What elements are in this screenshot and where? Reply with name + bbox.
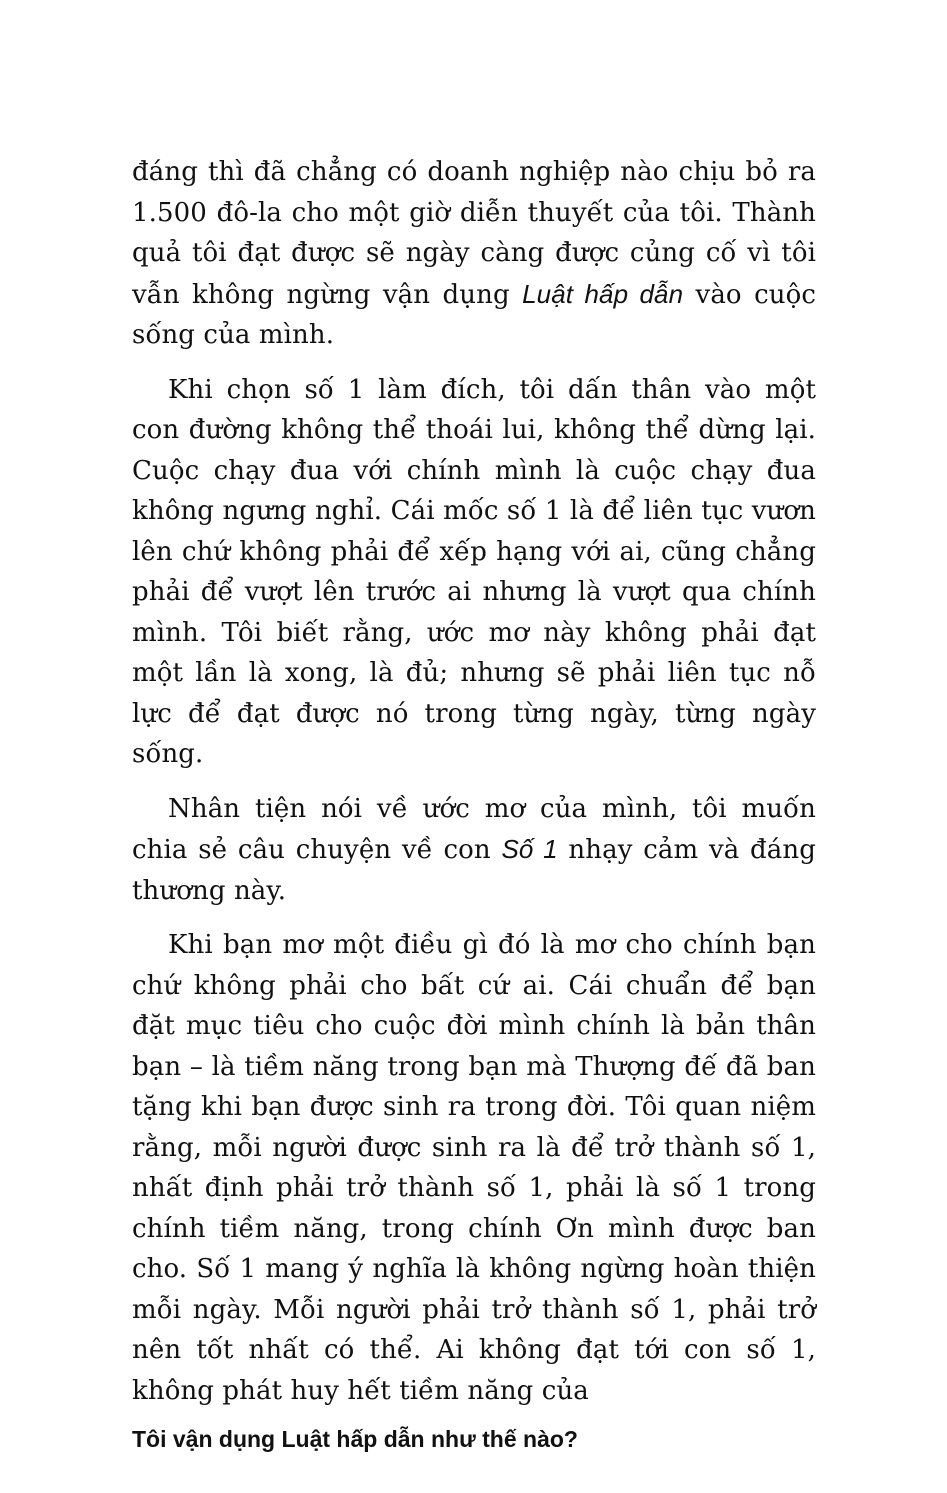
book-page (132, 152, 816, 1457)
paragraph-1 (132, 152, 816, 356)
emphasis-luat-hap-dan: Luật hấp dẫn (522, 278, 684, 309)
emphasis-so-1: Số 1 (501, 834, 558, 864)
paragraph-3 (132, 789, 816, 912)
paragraph-4: Khi bạn mơ một điều gì đó là mơ cho chính bạn chứ không phải cho bất cứ ai. Cái chuẩn để bạn đặt mục tiêu cho cuộc đời mình chính là bản thân bạn – là tiềm năng trong bạn mà Thượng đế đã ban tặng khi bạn được sinh ra trong đời. Tôi quan niệm rằng, mỗi người được sinh ra là để trở thành số 1, nhất định phải trở thành số 1, phải là số 1 trong chính tiềm năng, trong chính Ơn mình được ban cho. Số 1 mang ý nghĩa là không ngừng hoàn thiện mỗi ngày. Mỗi người phải trở thành số 1, phải trở nên tốt nhất có thể. Ai không đạt tới con số 1, không phát huy hết tiềm năng của (132, 930, 816, 1406)
paragraph-3-text-b: nhạy cảm và đáng thương này. (132, 835, 816, 906)
paragraph-1-text-b: vào cuộc sống của mình. (132, 279, 816, 350)
paragraph-3-text-a: Nhân tiện nói về ước mơ của mình, tôi muốn chia sẻ câu chuyện về con (132, 793, 816, 865)
paragraph-1-text-a: đáng thì đã chẳng có doanh nghiệp nào chịu bỏ ra 1.500 đô-la cho một giờ diễn thuyết của tôi. Thành quả tôi đạt được sẽ ngày càng được củng cố vì tôi vẫn không ngừng vận dụng (132, 157, 816, 310)
running-footer-title: Tôi vận dụng Luật hấp dẫn như thế nào? (132, 1426, 578, 1452)
paragraph-2: Khi chọn số 1 làm đích, tôi dấn thân vào một con đường không thể thoái lui, không thể dừng lại. Cuộc chạy đua với chính mình là cuộc chạy đua không ngưng nghỉ. Cái mốc số 1 là để liên tục vươn lên chứ không phải để xếp hạng với ai, cũng chẳng phải để vượt lên trước ai nhưng là vượt qua chính mình. Tôi biết rằng, ước mơ này không phải đạt một lần là xong, là đủ; nhưng sẽ phải liên tục nỗ lực để đạt được nó trong từng ngày, từng ngày sống. (132, 374, 816, 769)
